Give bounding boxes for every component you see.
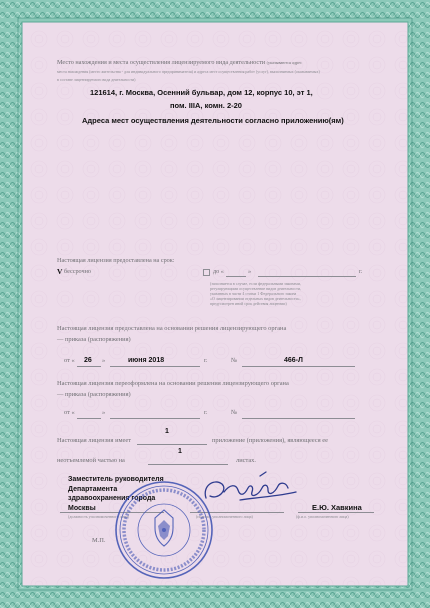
basis-day: 26 [84,357,92,364]
appendix-count-line [137,444,207,445]
signatory-line-3: здравоохранения города [68,495,156,502]
signatory-line-1: Заместитель руководителя [68,476,164,483]
appendix-line-2-prefix: неотъемлемой частью на [57,457,125,464]
basis-number-line [242,366,355,367]
signatory-name: Е.Ю. Хавкина [312,503,362,512]
checked-mark-icon: V [57,267,63,276]
reissue-number-sign: № [231,409,238,416]
location-label: Место нахождения и места осуществления лицензируемого вида деятельности (указываются адрес [57,59,302,66]
term-unlimited: бессрочно [64,268,92,275]
term-note-3: указанных в части 4 статьи 1 Федерального закона [210,291,297,296]
appendix-count: 1 [165,428,169,435]
basis-number: 466-Л [284,357,303,364]
reissue-number-line [242,418,355,419]
signatory-line-4: Москвы [68,504,96,512]
signatory-line-2: Департамента [68,485,118,493]
term-month-line [258,276,356,277]
appendix-line-2-suffix: листах. [236,457,256,464]
name-line [298,512,374,513]
appendix-line-1-prefix: Настоящая лицензия имеет [57,437,132,444]
term-label: Настоящая лицензия предоставлена на срок: [57,257,175,264]
reissue-line-2: — приказа (распоряжения) [57,391,131,398]
name-note: (ф.и.о. уполномоченного лица) [296,514,349,519]
appendix-line-1-suffix: приложение (приложения), являющееся ее [212,437,328,444]
term-note-4: «О лицензировании отдельных видов деятельности», [210,296,301,301]
position-note: (должность уполномоченного лица) [68,514,130,519]
seal-stamp-icon [112,478,216,582]
appendix-sheets: 1 [178,448,182,455]
address-line-1: 121614, г. Москва, Осенний бульвар, дом 12, корпус 10, эт 1, [90,88,313,97]
term-day-line [226,276,246,277]
reissue-line-1: Настоящая лицензия переоформлена на основании решения лицензирующего органа [57,380,289,387]
basis-number-sign: № [231,357,238,364]
basis-day-line [77,366,101,367]
basis-year-suffix: г. [204,357,208,364]
location-note-1: места нахождения (место жительства - для индивидуального предпринимателя) и адреса мест осуществления работ (услуг), выполняемых (оказываемых) [57,69,320,74]
term-quote-close: » [248,268,252,275]
basis-month-year: июня 2018 [128,357,165,364]
reissue-quote-close: » [102,409,106,416]
reissue-from-label: от « [64,409,75,416]
term-note-2: регулирующими осуществление видов деятельности, [210,286,302,291]
basis-quote-close: » [102,357,106,364]
term-year-suffix: г. [359,268,363,275]
location-note-2: в составе лицензируемого вида деятельности) [57,77,136,82]
reissue-year-suffix: г. [204,409,208,416]
basis-from-label: от « [64,357,75,364]
mp-label: М.П. [92,537,106,544]
basis-month-line [110,366,200,367]
term-note-1: (заполняется в случае, если федеральными законами, [210,281,301,286]
address-line-2: пом. IIIA, комн. 2-20 [170,101,242,110]
term-until-prefix: до « [213,268,224,275]
basis-line-1: Настоящая лицензия предоставлена на основании решения лицензирующего органа [57,325,287,332]
basis-line-2: — приказа (распоряжения) [57,336,131,343]
checkbox-icon [203,269,210,276]
reissue-day-line [77,418,101,419]
reissue-month-line [110,418,200,419]
address-line-3: Адреса мест осуществления деятельности согласно приложению(ям) [82,116,344,125]
signature-note: (подпись уполномоченного лица) [196,514,253,519]
term-note-5: предусмотрен иной срок действия лицензии) [210,301,287,306]
appendix-sheets-line [148,464,228,465]
